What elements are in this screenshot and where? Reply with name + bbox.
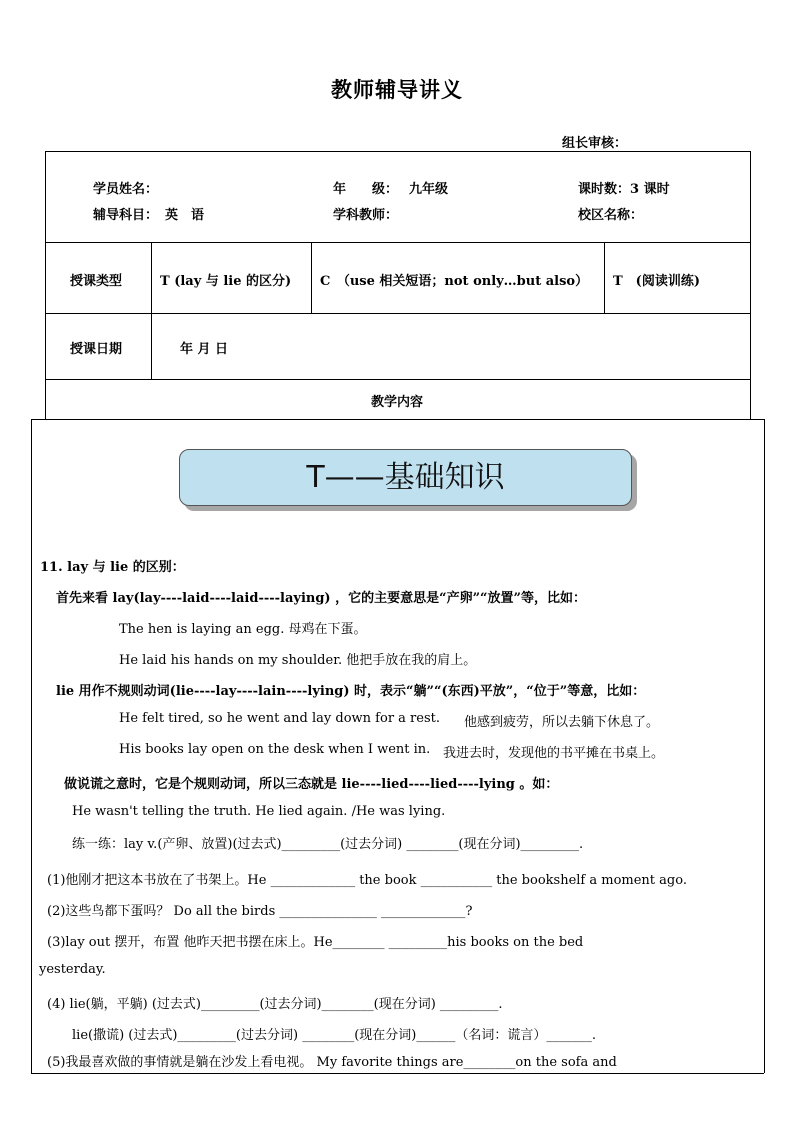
table-row-divider [45, 379, 750, 380]
lesson-type-label: 授课类型 [70, 274, 123, 289]
hours-label: 课时数：3 课时 [578, 182, 670, 197]
table-border-left [45, 151, 46, 419]
example-sentence: He wasn't telling the truth. He lied again. /He was lying. [72, 804, 446, 819]
exercise-item: (2)这些鸟都下蛋吗？ Do all the birds _______________ _____________? [47, 904, 473, 919]
content-heading: 教学内容 [370, 395, 423, 410]
content-box-left [31, 419, 32, 1073]
example-translation: 他感到疲劳，所以去躺下休息了。 [464, 715, 660, 730]
lesson-type-c: C （use 相关短语；not only…but also） [320, 274, 589, 289]
paragraph-lay: 首先来看 lay(lay----laid----laid----laying) ，它的主要意思是“产卵”“放置”等，比如： [56, 591, 587, 606]
exercise-item: lie(撒谎) (过去式)_________(过去分词) ________(现在分词)______（名词：谎言）_______. [72, 1028, 596, 1043]
reviewer-label: 组长审核： [562, 136, 628, 151]
content-box-right [764, 419, 765, 1073]
lesson-date-value: 年 月 日 [180, 342, 229, 357]
table-col-divider [151, 242, 152, 379]
student-name-label: 学员姓名： [93, 182, 159, 197]
example-sentence: He felt tired, so he went and lay down for a rest. [119, 711, 440, 726]
teacher-label: 学科教师： [333, 208, 399, 223]
table-col-divider [604, 242, 605, 313]
table-col-divider [311, 242, 312, 313]
practice-line: 练一练：lay v.(产卵、放置)(过去式)_________(过去分词) ________(现在分词)_________. [72, 837, 584, 852]
exercise-item: (3)lay out 摆开，布置 他昨天把书摆在床上。He________ _________his books on the bed [47, 935, 584, 950]
grade-label: 年 级： [333, 182, 399, 197]
content-box-top [31, 419, 764, 420]
document-title: 教师辅导讲义 [331, 77, 463, 102]
example-sentence: His books lay open on the desk when I went in. [119, 742, 431, 757]
subject-label: 辅导科目： [93, 208, 159, 223]
table-border-top [45, 151, 750, 152]
content-box-bottom [31, 1073, 764, 1074]
exercise-item: (5)我最喜欢做的事情就是躺在沙发上看电视。 My favorite things are________on the sofa and [47, 1055, 617, 1070]
exercise-item: (4) lie(躺，平躺) (过去式)_________(过去分词)________(现在分词) _________. [47, 997, 503, 1012]
lesson-type-t1: T (lay 与 lie 的区分) [160, 274, 292, 289]
lesson-date-label: 授课日期 [70, 342, 123, 357]
campus-label: 校区名称： [578, 208, 644, 223]
exercise-item: (1)他刚才把这本书放在了书架上。He _____________ the book ___________ the bookshelf a moment ago. [47, 873, 687, 888]
section-heading: 11. lay 与 lie 的区别： [40, 560, 185, 575]
example-translation: 我进去时，发现他的书平摊在书桌上。 [443, 746, 665, 761]
lesson-type-t2: T (阅读训练) [613, 274, 700, 289]
paragraph-lie-regular: 做说谎之意时，它是个规则动词，所以三态就是 lie----lied----lied----lying 。如： [64, 777, 559, 792]
section-banner: T——基础知识 [179, 449, 632, 506]
subject-value: 英 语 [165, 208, 205, 223]
example-sentence: The hen is laying an egg. 母鸡在下蛋。 [119, 622, 367, 637]
grade-value: 九年级 [409, 182, 449, 197]
exercise-item-continued: yesterday. [39, 962, 106, 977]
paragraph-lie: lie 用作不规则动词(lie----lay----lain----lying) 时，表示“躺”“(东西)平放”，“位于”等意，比如： [56, 684, 646, 699]
table-border-right [750, 151, 751, 419]
example-sentence: He laid his hands on my shoulder. 他把手放在我的肩上。 [119, 653, 477, 668]
